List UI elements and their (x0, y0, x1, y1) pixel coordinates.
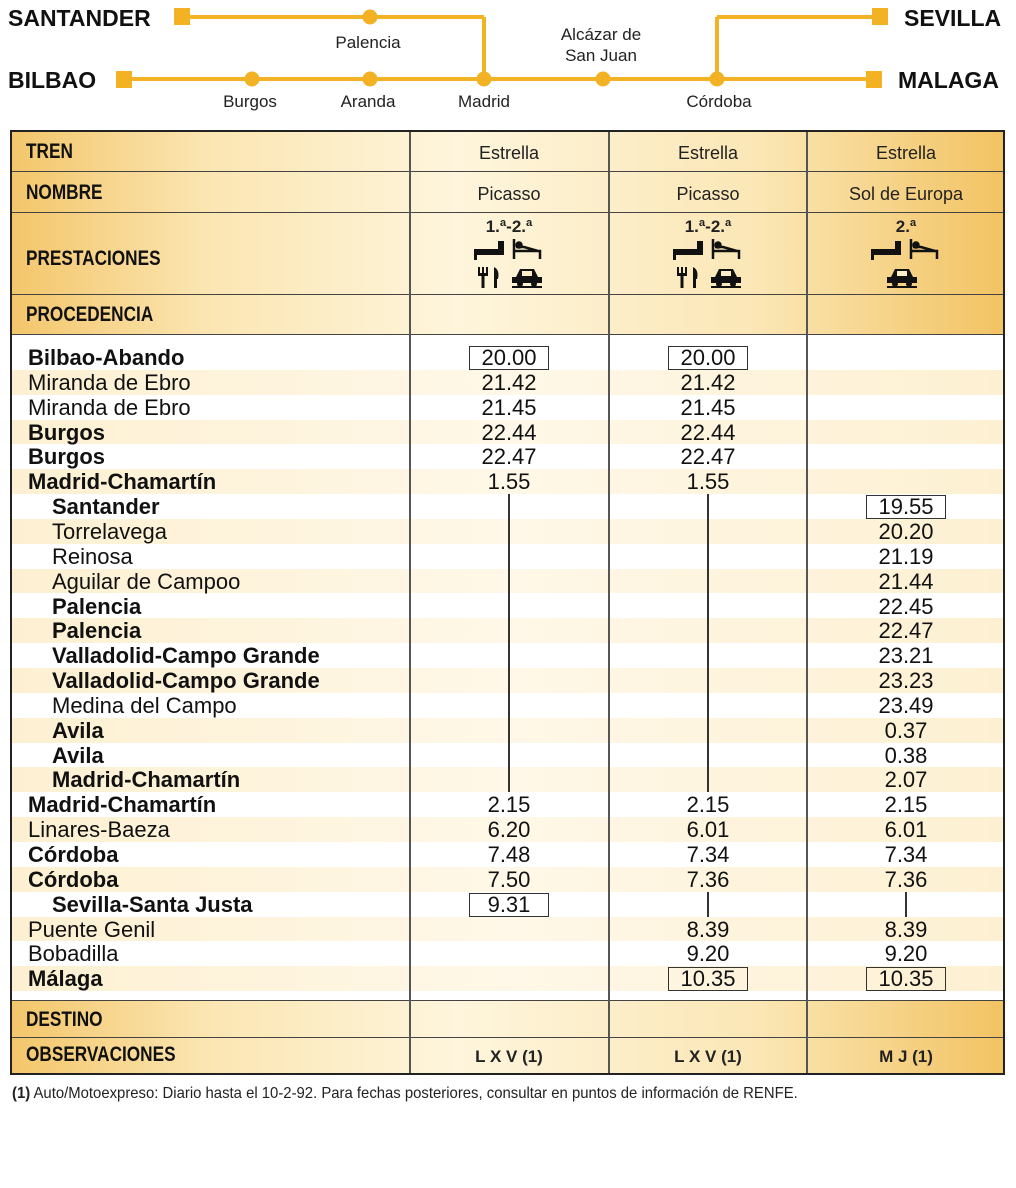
time-value: 9.20 (884, 941, 928, 967)
time-value: 22.44 (481, 419, 537, 445)
train-1-time (410, 817, 608, 842)
time-value: 21.42 (481, 369, 537, 395)
station-row (12, 867, 1003, 892)
time-value: 9.20 (686, 941, 730, 967)
car-icon (512, 269, 542, 288)
time-value: 19.55 (866, 495, 946, 519)
time-value: 7.34 (884, 842, 928, 867)
aranda-label: Aranda (340, 92, 396, 111)
time-value: 22.47 (680, 444, 736, 470)
train-1-time (410, 420, 608, 445)
station-name: Palencia (52, 618, 142, 644)
train-3-time (807, 668, 1005, 693)
station-name: Madrid-Chamartín (52, 767, 241, 793)
time-value: 10.35 (668, 967, 748, 991)
station-row (12, 444, 1003, 469)
time-value: 7.36 (686, 866, 730, 892)
train-2-time (609, 444, 807, 469)
destino-header: DESTINO (26, 1008, 103, 1031)
time-value: 23.23 (878, 668, 934, 694)
time-value: 20.20 (878, 518, 934, 544)
train-1-nombre: Picasso (477, 184, 541, 204)
train-3-time (807, 767, 1005, 792)
station-row (12, 370, 1003, 395)
station-name: Medina del Campo (52, 692, 237, 718)
column-divider (409, 132, 411, 1073)
station-list (12, 335, 1003, 1002)
train-2-time (609, 395, 807, 420)
time-value: 6.01 (884, 817, 928, 843)
train-2-nombre: Picasso (676, 184, 740, 204)
pass-through-line (707, 895, 709, 914)
train-3-time (807, 519, 1005, 544)
alcazar-stop-dot (596, 72, 611, 87)
train-2-time (609, 370, 807, 395)
station-name: Córdoba (28, 842, 119, 867)
station-name: Bilbao-Abando (28, 345, 185, 370)
train-1-time (410, 842, 608, 867)
timetable (10, 130, 1005, 1075)
station-row (12, 917, 1003, 942)
train-2-time (609, 867, 807, 892)
pass-through-line (905, 895, 907, 914)
bed-icon (871, 241, 901, 260)
station-name: Valladolid-Campo Grande (52, 668, 320, 694)
palencia-stop-dot (363, 10, 378, 25)
station-name: Santander (52, 494, 160, 520)
time-value: 8.39 (686, 916, 730, 942)
time-value: 22.47 (481, 444, 537, 470)
procedencia-header: PROCEDENCIA (26, 303, 154, 326)
footnote-marker: (1) (12, 1085, 31, 1102)
train-2-time (609, 917, 807, 942)
time-value: 7.48 (487, 842, 531, 867)
train-3-service-icons (869, 237, 943, 289)
time-value: 8.39 (884, 916, 928, 942)
train-2-classes: 1.ª-2.ª (684, 217, 732, 236)
bilbao-label: BILBAO (8, 67, 97, 93)
station-name: Miranda de Ebro (28, 369, 191, 395)
train-3-time (807, 693, 1005, 718)
couchette-icon (514, 239, 540, 259)
train-3-time (807, 966, 1005, 991)
nombre-row (12, 172, 1003, 213)
santander-terminal-marker (174, 8, 190, 25)
time-value: 10.35 (866, 967, 946, 991)
station-name: Burgos (28, 444, 105, 470)
train-1-time (410, 370, 608, 395)
train-1-time (410, 867, 608, 892)
train-2-prestaciones (609, 217, 807, 289)
tren-header: TREN (26, 140, 73, 163)
time-value: 21.45 (680, 394, 736, 420)
time-value: 7.36 (884, 866, 928, 892)
train-1-time (410, 892, 608, 917)
restaurant-icon (677, 267, 698, 288)
train-3-time (807, 594, 1005, 619)
train-3-prestaciones (807, 217, 1005, 289)
train-3-time (807, 792, 1005, 817)
train-3-time (807, 867, 1005, 892)
time-value: 21.45 (481, 394, 537, 420)
couchette-icon (911, 239, 937, 259)
train-3-time (807, 494, 1005, 519)
cordoba-stop-dot (710, 72, 725, 87)
train-2-time (609, 966, 807, 991)
bed-icon (474, 241, 504, 260)
time-value: 2.15 (487, 792, 531, 818)
train-3-tren: Estrella (875, 143, 937, 163)
observaciones-row (12, 1038, 1003, 1073)
time-value: 1.55 (686, 469, 730, 495)
station-row (12, 345, 1003, 370)
train-2-time (609, 469, 807, 494)
station-name: Puente Genil (28, 916, 156, 942)
palencia-label: Palencia (335, 33, 401, 52)
station-name: Sevilla-Santa Justa (52, 891, 253, 917)
procedencia-row (12, 295, 1003, 335)
station-row (12, 892, 1003, 917)
time-value: 6.01 (686, 817, 730, 843)
station-name: Reinosa (52, 543, 133, 569)
train-1-service-icons (472, 237, 546, 289)
train-2-time (609, 420, 807, 445)
route-lines (125, 17, 880, 79)
train-2-time (609, 941, 807, 966)
time-value: 0.37 (884, 717, 928, 743)
train-1-prestaciones (410, 217, 608, 289)
train-2-time (609, 792, 807, 817)
train-3-time (807, 917, 1005, 942)
time-value: 21.44 (878, 568, 934, 594)
train-3-time (807, 743, 1005, 768)
station-row (12, 395, 1003, 420)
station-name: Avila (52, 717, 104, 743)
train-3-time (807, 544, 1005, 569)
time-value: 0.38 (884, 742, 928, 768)
time-value: 21.42 (680, 369, 736, 395)
station-row (12, 420, 1003, 445)
madrid-stop-dot (477, 72, 492, 87)
pass-through-line (508, 494, 510, 792)
time-value: 1.55 (487, 469, 531, 495)
station-name: Burgos (28, 419, 105, 445)
aranda-stop-dot (363, 72, 378, 87)
column-divider (806, 132, 808, 1073)
station-name: Córdoba (28, 866, 119, 892)
destino-row (12, 1000, 1003, 1038)
train-3-observaciones: M J (1) (879, 1047, 933, 1066)
station-row (12, 817, 1003, 842)
train-3-classes: 2.ª (895, 217, 917, 236)
train-3-time (807, 941, 1005, 966)
pass-through-line (707, 494, 709, 792)
time-value: 2.15 (884, 792, 928, 818)
cordoba-label: Córdoba (686, 92, 752, 111)
station-row (12, 842, 1003, 867)
footnote-text: Auto/Motoexpreso: Diario hasta el 10-2-92. Para fechas posteriores, consultar en puntos de información de RENFE. (33, 1085, 798, 1102)
car-icon (887, 269, 917, 288)
train-3-time (807, 817, 1005, 842)
time-value: 7.34 (686, 842, 730, 867)
station-row (12, 966, 1003, 991)
train-2-time (609, 842, 807, 867)
train-3-time (807, 569, 1005, 594)
alcazar-label-line1: Alcázar de (560, 25, 642, 44)
train-3-time (807, 842, 1005, 867)
train-2-service-icons (671, 237, 745, 289)
train-2-time (609, 345, 807, 370)
couchette-icon (713, 239, 739, 259)
train-1-time (410, 792, 608, 817)
time-value: 22.44 (680, 419, 736, 445)
train-2-observaciones: L X V (1) (674, 1047, 742, 1066)
station-name: Miranda de Ebro (28, 394, 191, 420)
prestaciones-header: PRESTACIONES (26, 247, 161, 270)
train-1-tren: Estrella (478, 143, 540, 163)
time-value: 6.20 (487, 817, 531, 843)
train-2-tren: Estrella (677, 143, 739, 163)
station-name: Avila (52, 742, 104, 768)
time-value: 23.49 (878, 692, 934, 718)
station-name: Madrid-Chamartín (28, 469, 217, 495)
tren-row (12, 132, 1003, 172)
time-value: 2.07 (884, 767, 928, 793)
time-value: 20.00 (469, 346, 549, 370)
train-3-time (807, 718, 1005, 743)
train-3-time (807, 618, 1005, 643)
time-value: 2.15 (686, 792, 730, 818)
sevilla-label: SEVILLA (904, 5, 1002, 31)
time-value: 20.00 (668, 346, 748, 370)
train-1-time (410, 444, 608, 469)
station-row (12, 941, 1003, 966)
train-1-time (410, 395, 608, 420)
observaciones-header: OBSERVACIONES (26, 1043, 176, 1066)
time-value: 21.19 (878, 543, 934, 569)
madrid-label: Madrid (458, 92, 510, 111)
train-2-time (609, 817, 807, 842)
train-1-observaciones: L X V (1) (475, 1047, 543, 1066)
station-name: Málaga (28, 966, 103, 992)
station-name: Aguilar de Campoo (52, 568, 241, 594)
station-name: Madrid-Chamartín (28, 792, 217, 818)
train-3-nombre: Sol de Europa (848, 184, 964, 204)
sevilla-terminal-marker (872, 8, 888, 25)
station-name: Linares-Baeza (28, 817, 170, 843)
train-3-time (807, 643, 1005, 668)
prestaciones-row (12, 213, 1003, 295)
footnote (12, 1085, 798, 1103)
train-1-time (410, 345, 608, 370)
station-name: Bobadilla (28, 941, 119, 967)
time-value: 22.47 (878, 618, 934, 644)
burgos-label: Burgos (223, 92, 277, 111)
time-value: 7.50 (487, 866, 531, 892)
malaga-label: MALAGA (898, 67, 999, 93)
station-row (12, 469, 1003, 494)
alcazar-label-line2: San Juan (565, 46, 637, 65)
time-value: 22.45 (878, 593, 934, 619)
route-map (0, 0, 1016, 125)
burgos-stop-dot (245, 72, 260, 87)
station-name: Torrelavega (52, 518, 167, 544)
column-divider (608, 132, 610, 1073)
time-value: 23.21 (878, 643, 934, 669)
bilbao-terminal-marker (116, 71, 132, 88)
station-name: Valladolid-Campo Grande (52, 643, 320, 669)
time-value: 9.31 (469, 893, 549, 917)
bed-icon (673, 241, 703, 260)
nombre-header: NOMBRE (26, 181, 103, 204)
train-1-classes: 1.ª-2.ª (485, 217, 533, 236)
car-icon (711, 269, 741, 288)
station-name: Palencia (52, 593, 142, 619)
malaga-terminal-marker (866, 71, 882, 88)
train-1-time (410, 469, 608, 494)
santander-label: SANTANDER (8, 5, 151, 31)
restaurant-icon (478, 267, 499, 288)
station-row (12, 792, 1003, 817)
